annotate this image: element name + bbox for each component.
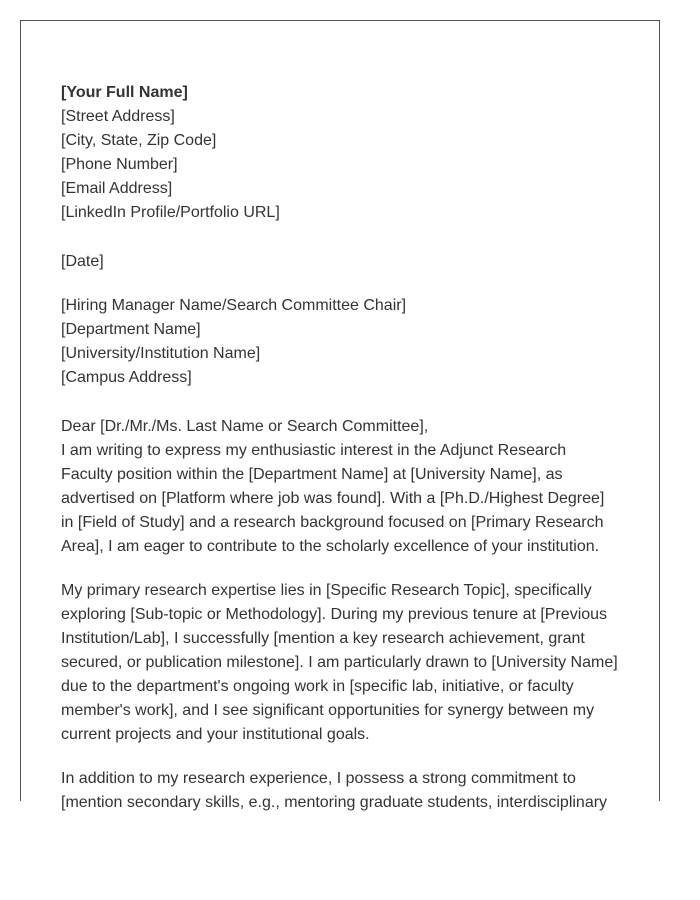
paragraph-line: My primary research expertise lies in [Specific Research Topic], specifically bbox=[61, 582, 592, 599]
recipient-department: [Department Name] bbox=[61, 321, 201, 338]
body-paragraph-3 bbox=[61, 767, 626, 815]
sender-block bbox=[61, 81, 626, 225]
sender-linkedin: [LinkedIn Profile/Portfolio URL] bbox=[61, 204, 280, 221]
paragraph-line: [mention secondary skills, e.g., mentoring graduate students, interdisciplinary bbox=[61, 794, 608, 811]
letter-date: [Date] bbox=[61, 253, 104, 270]
document-page bbox=[20, 20, 660, 811]
sender-street: [Street Address] bbox=[61, 108, 175, 125]
paragraph-line: advertised on [Platform where job was found]. With a [Ph.D./Highest Degree] bbox=[61, 490, 605, 507]
paragraph-line: Faculty position within the [Department Name] at [University Name], as bbox=[61, 466, 563, 483]
sender-email: [Email Address] bbox=[61, 180, 173, 197]
body-paragraph-2 bbox=[61, 579, 626, 747]
recipient-institution: [University/Institution Name] bbox=[61, 345, 261, 362]
paragraph-line: exploring [Sub-topic or Methodology]. During my previous tenure at [Previous bbox=[61, 606, 608, 623]
recipient-address: [Campus Address] bbox=[61, 369, 192, 386]
paragraph-line: Institution/Lab], I successfully [mention a key research achievement, grant bbox=[61, 630, 585, 647]
paragraph-line: current projects and your institutional goals. bbox=[61, 726, 370, 743]
letter-body bbox=[61, 415, 626, 815]
paragraph-line: in [Field of Study] and a research background focused on [Primary Research bbox=[61, 514, 604, 531]
paragraph-line: member's work], and I see significant opportunities for synergy between my bbox=[61, 702, 595, 719]
date-block bbox=[61, 250, 626, 274]
paragraph-line: due to the department's ongoing work in [specific lab, initiative, or faculty bbox=[61, 678, 574, 695]
sender-name: [Your Full Name] bbox=[61, 84, 188, 101]
recipient-name: [Hiring Manager Name/Search Committee Chair] bbox=[61, 297, 407, 314]
paragraph-line: I am writing to express my enthusiastic interest in the Adjunct Research bbox=[61, 442, 567, 459]
paragraph-line: Area], I am eager to contribute to the scholarly excellence of your institution. bbox=[61, 538, 600, 555]
paragraph-line: secured, or publication milestone]. I am particularly drawn to [University Name] bbox=[61, 654, 618, 671]
recipient-block bbox=[61, 294, 626, 390]
sender-phone: [Phone Number] bbox=[61, 156, 178, 173]
sender-city-state-zip: [City, State, Zip Code] bbox=[61, 132, 217, 149]
salutation: Dear [Dr./Mr./Ms. Last Name or Search Committee], bbox=[61, 418, 429, 435]
cover-letter bbox=[61, 81, 626, 815]
body-paragraph-1 bbox=[61, 439, 626, 559]
paragraph-line: In addition to my research experience, I possess a strong commitment to bbox=[61, 770, 576, 787]
